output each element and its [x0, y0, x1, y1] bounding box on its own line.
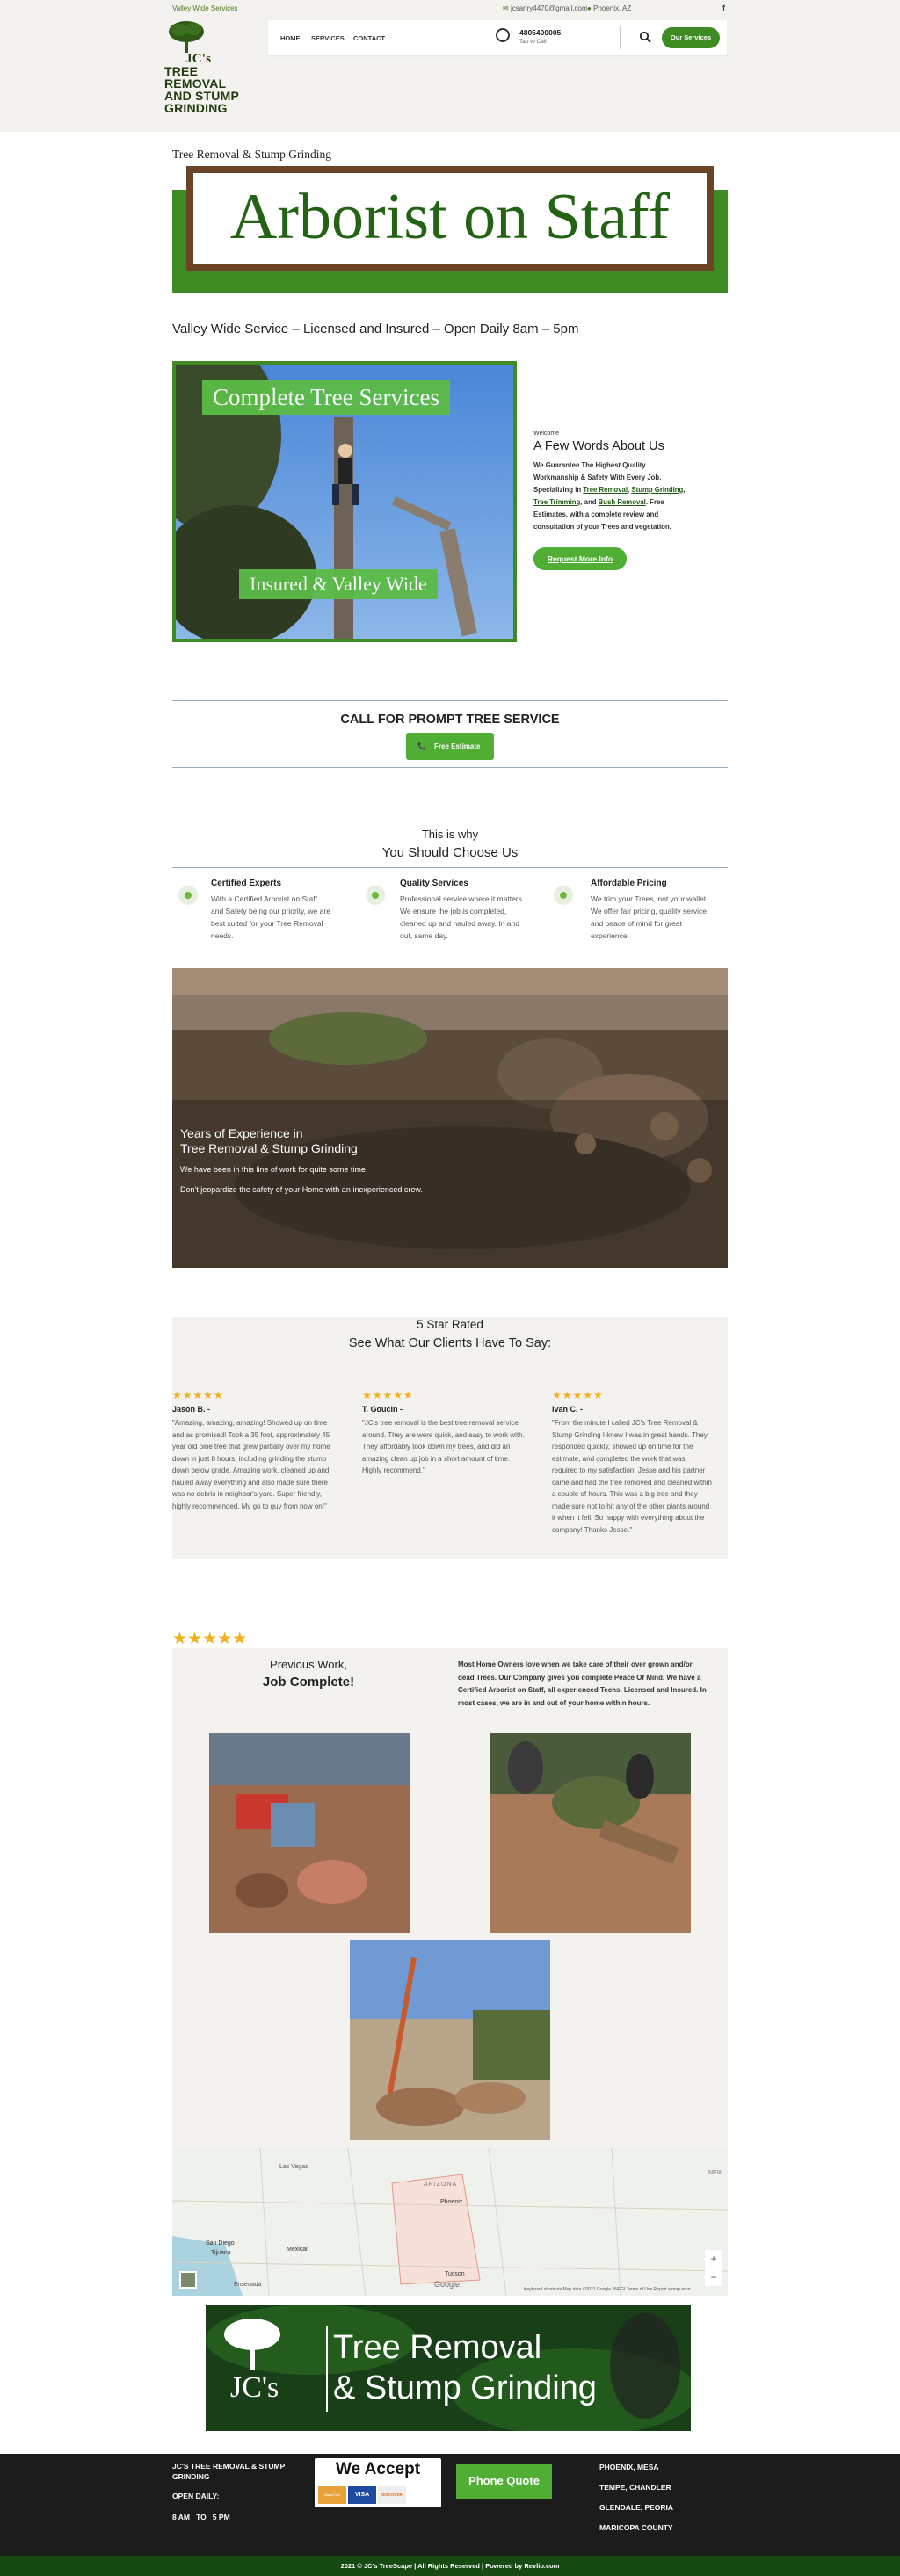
why-title: You Should Choose Us	[381, 845, 519, 860]
map-label: Tucson	[445, 2271, 465, 2277]
location-pin-icon: ●	[587, 4, 594, 12]
map-label: ARIZONA	[424, 2182, 458, 2188]
hero-subline: Valley Wide Service – Licensed and Insured – Open Daily 8am – 5pm	[172, 322, 579, 336]
footer-area: MARICOPA COUNTY	[599, 2523, 673, 2532]
hero-banner-frame	[186, 166, 714, 271]
map-satellite-toggle[interactable]	[179, 2271, 197, 2289]
mastercard-icon: MasterCard	[318, 2486, 346, 2504]
feature-desc-pricing: We trim your Trees, not your wallet. We offer fair pricing, quality service and peace of mind for great experience.	[591, 894, 708, 940]
topbar-email[interactable]: ✉ jcsanry4470@gmail.com	[503, 4, 588, 12]
payment-methods	[315, 2458, 441, 2507]
map-label: Ensenada	[234, 2282, 262, 2288]
feature-title-pricing: Affordable Pricing	[591, 879, 667, 888]
stump-debris-photo	[172, 968, 728, 1268]
map-label: Tijuana	[211, 2250, 231, 2256]
our-services-button[interactable]: Our Services	[662, 27, 720, 48]
brand-banner	[206, 2305, 691, 2431]
footer-area: GLENDALE, PEORIA	[599, 2503, 674, 2512]
link-tree-trimming[interactable]: Tree Trimming	[533, 498, 581, 506]
map-label: NEW	[708, 2170, 723, 2176]
map-google-logo: Google	[434, 2280, 461, 2289]
map-credits: Keyboard shortcuts Map data ©2021 Google, INEGI Terms of Use Report a map error	[524, 2287, 691, 2292]
link-stump-grinding[interactable]: Stump Grinding	[631, 486, 684, 494]
site-logo[interactable]: JC's TREE REMOVAL AND STUMP GRINDING	[164, 52, 240, 115]
link-bush-removal[interactable]: Bush Removal	[598, 498, 646, 506]
nav-phone-sub: Tap to Call	[519, 39, 547, 45]
review-text: "From the minute I called JC's Tree Removal & Stump Grinding I knew I was in great hands. They responded quickly, showed up on time for the estimate, and completed the work that was required to my satisfaction. Jesse and his partner came and had the tree removed and cleaned within a couple of hours. This was a big tree and they made sure not to hit any of the other plants around it when it fell. So happy with everything about the company! Thanks Jesse."	[552, 1419, 712, 1534]
map-label: Mexicali	[287, 2247, 309, 2253]
image-caption-top: Complete Tree Services	[202, 380, 450, 415]
footer-open: OPEN DAILY:	[172, 2492, 220, 2500]
experience-section	[172, 968, 728, 1268]
nav-home[interactable]: HOME	[280, 34, 301, 42]
previous-text: Most Home Owners love when we take care of their over grown and/or dead Trees. Our Company gives you complete Peace Of Mind. We have a Certified Arborist on Staff, all experienced Techs, Licensed and Insured. In most cases, we are in and out of your home within hours.	[458, 1661, 707, 1707]
previous-work-section	[172, 1648, 728, 2149]
nav-divider	[620, 26, 621, 49]
leaf-icon	[178, 886, 198, 905]
review-card	[552, 1389, 728, 1536]
nav-services[interactable]: SERVICES	[311, 34, 345, 42]
why-kicker: This is why	[421, 828, 479, 841]
quality-icon	[366, 886, 385, 905]
reviews-kicker: 5 Star Rated	[417, 1318, 483, 1331]
banner-divider	[326, 2326, 328, 2412]
mail-icon: ✉	[503, 4, 511, 12]
star-rating: ★★★★★	[362, 1389, 414, 1401]
call-divider-top	[172, 700, 728, 701]
hero-kicker: Tree Removal & Stump Grinding	[172, 148, 331, 161]
experience-line1: We have been in this line of work for quite some time.	[180, 1165, 368, 1174]
previous-kicker: Previous Work,	[270, 1658, 347, 1671]
visa-icon: VISA	[348, 2486, 376, 2504]
phone-icon: 📞	[417, 742, 426, 750]
phone-quote-button[interactable]: Phone Quote	[456, 2464, 552, 2499]
banner-line1: Tree Removal	[333, 2329, 542, 2366]
phone-icon[interactable]	[496, 28, 510, 42]
site-header	[0, 0, 900, 132]
feature-desc-certified: With a Certified Arborist on Staff and Safety being our priority, we are best suited for your Tree Removal needs.	[211, 894, 330, 940]
footer-hours: 8 AM TO 5 PM	[172, 2513, 230, 2522]
review-card	[172, 1389, 348, 1512]
footer-company: JC'S TREE REMOVAL & STUMP GRINDING	[172, 2462, 286, 2481]
location-map[interactable]	[172, 2148, 728, 2296]
review-text: "JC's tree removal is the best tree removal service around. They are were quick, and easy to work with. They affordably took down my trees, and did an amazing clean up job in a short amount of time. Highly recommend."	[362, 1419, 525, 1474]
review-author: Jason B. -	[172, 1405, 211, 1414]
why-divider	[172, 867, 728, 868]
map-zoom-in-button[interactable]: +	[705, 2250, 722, 2268]
topbar-tagline: Valley Wide Services	[172, 4, 238, 12]
footer-copyright: 2021 © JC's TreeScape | All Rights Reserved | Powered by Revlio.com	[0, 2556, 900, 2576]
previous-title: Job Complete!	[262, 1675, 355, 1690]
main-nav	[268, 20, 727, 55]
call-divider-bottom	[172, 767, 728, 768]
review-author: T. Goucin -	[362, 1405, 403, 1414]
map-label: Las Vegas	[279, 2164, 308, 2170]
footer-area: PHOENIX, MESA	[599, 2463, 659, 2471]
logo-tree-icon[interactable]	[167, 19, 206, 54]
banner-brand: JC's	[230, 2371, 279, 2404]
topbar-location: ● Phoenix, AZ	[587, 4, 632, 12]
about-heading: A Few Words About Us	[533, 439, 664, 453]
work-photo-1	[209, 1733, 410, 1933]
footer-area: TEMPE, CHANDLER	[599, 2483, 671, 2492]
banner-tree-icon	[221, 2317, 283, 2371]
reviews-section	[172, 1317, 728, 1559]
pricing-icon	[554, 886, 573, 905]
free-estimate-button[interactable]: 📞 Free Estimate	[406, 733, 494, 760]
about-welcome: Welcome	[533, 431, 560, 437]
review-text: "Amazing, amazing, amazing! Showed up on time and as promised! Took a 35 foot, approximately 45 year old pine tree that grew partially over my home down in just 8 hours, including grinding the stump down below grade. Amazing work, cleaned up and hauled away everything and also made sure there was no debris in neighbor's yard. Super friendly, highly recommended. My go to guy from now on!"	[172, 1419, 330, 1510]
feature-desc-quality: Professional service where it matters. We ensure the job is completed, cleaned up and hauled away. In and out, same day.	[400, 894, 525, 940]
banner-line2: & Stump Grinding	[333, 2370, 597, 2406]
we-accept-label: We Accept	[335, 2460, 421, 2478]
request-more-info-button[interactable]: Request More Info	[533, 547, 627, 570]
previous-stars: ★★★★★	[172, 1630, 248, 1648]
nav-phone[interactable]: 4805400005	[519, 28, 562, 37]
call-title: CALL FOR PROMPT TREE SERVICE	[340, 713, 560, 727]
about-text: We Guarantee The Highest Quality Workmanship & Safety With Every Job. Specializing in Tree Removal, Stump Grinding, Tree Trimming, and Bush Removal. Free Estimates, with a complete review and consultation of your Trees and vegetation.	[533, 461, 686, 531]
feature-title-certified: Certified Experts	[211, 879, 282, 888]
link-tree-removal[interactable]: Tree Removal	[583, 486, 628, 494]
map-label: Phoenix	[440, 2199, 463, 2205]
work-photo-3	[350, 1940, 550, 2140]
work-photo-2	[490, 1733, 691, 1933]
discover-icon: DISCOVER	[378, 2486, 406, 2504]
image-caption-bottom: Insured & Valley Wide	[239, 569, 438, 599]
map-label: San Diego	[206, 2240, 235, 2247]
site-footer	[0, 2454, 900, 2556]
nav-contact[interactable]: CONTACT	[353, 34, 386, 42]
experience-line2: Don't jeopardize the safety of your Home with an inexperienced crew.	[180, 1185, 423, 1194]
reviews-title: See What Our Clients Have To Say:	[348, 1336, 552, 1350]
feature-title-quality: Quality Services	[400, 879, 468, 888]
map-zoom-out-button[interactable]: −	[705, 2268, 722, 2286]
hero-banner-title: Arborist on Staff	[193, 173, 707, 264]
facebook-icon[interactable]: f	[722, 4, 725, 12]
search-icon[interactable]	[639, 31, 651, 43]
review-author: Ivan C. -	[552, 1405, 584, 1414]
star-rating: ★★★★★	[172, 1389, 224, 1401]
experience-title: Years of Experience in Tree Removal & Stump Grinding	[180, 1126, 358, 1155]
review-card	[362, 1389, 538, 1477]
star-rating: ★★★★★	[552, 1389, 604, 1401]
